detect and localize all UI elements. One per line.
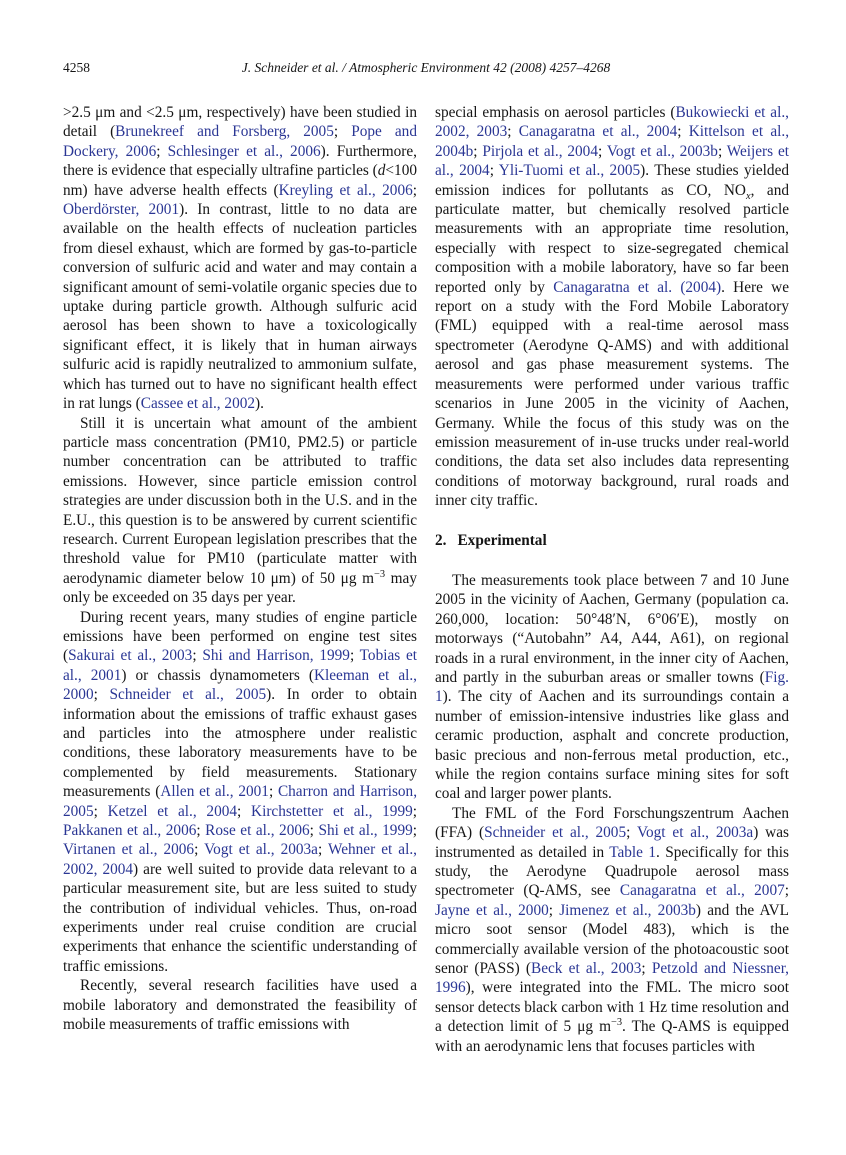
superscript-text: −3 bbox=[610, 1017, 623, 1029]
citation-link[interactable]: Beck et al., 2003 bbox=[531, 960, 642, 978]
body-text: ) are well suited to provide data relevant to a particular measurement site, but are less suited to study the contribution of individual vehicles. Thus, on-road experiments under real cruise condition are crucial experiments that enhance the scientific understanding of traffic emissions. bbox=[63, 860, 417, 975]
body-text: . Specifically for this study, the Aerodyne Quadrupole aerosol mass spectrometer (Q-AMS, see bbox=[435, 843, 789, 900]
body-text: . Here we report on a study with the Ford Mobile Laboratory (FML) equipped with a real-time aerosol mass spectrometer (Aerodyne Q-AMS) and with additional aerosol and gas phase measurement systems. The measurements were performed under various traffic scenarios in June 2005 in the vicinity of Aachen, Germany. While the focus of this study was on the emission measurement of in-use trucks under real-world conditions, the data set also includes data representing conditions of motorway background, rural roads and inner city traffic. bbox=[435, 278, 789, 510]
body-text: ). In order to obtain information about the emissions of traffic exhaust gases and particles into the atmosphere under realistic conditions, these laboratory measurements have to be complemented by field measurements. Stationary measurements ( bbox=[63, 686, 417, 801]
body-text: ; bbox=[548, 901, 560, 919]
body-text: ; bbox=[194, 841, 205, 859]
citation-link[interactable]: Vogt et al., 2003b bbox=[606, 142, 718, 160]
body-text: may only be exceeded on 35 days per year. bbox=[63, 569, 417, 607]
body-text: ; bbox=[333, 123, 352, 141]
paragraph bbox=[63, 414, 417, 608]
paragraph bbox=[435, 804, 789, 1056]
citation-link[interactable]: Kittelson et al., 2004b bbox=[435, 123, 790, 160]
citation-link[interactable]: Brunekreef and Forsberg, 2005 bbox=[115, 123, 334, 141]
citation-link[interactable]: Allen et al., 2001 bbox=[160, 783, 269, 801]
section-title: Experimental bbox=[457, 531, 547, 549]
body-text: Recently, several research facilities have used a mobile laboratory and demonstrated the feasibility of mobile measurements of traffic emissions with bbox=[63, 977, 417, 1034]
body-text: The measurements took place between 7 and 10 June 2005 in the vicinity of Aachen, Germany (population ca. 260,000, location: 50°48′N, 6°06′E), mostly on motorways (“Autobahn” A4, A44, A61), on regional roads in a rural environment, in the inner city of Aachen, and partly in the suburban areas or smaller towns ( bbox=[435, 571, 789, 686]
paragraph bbox=[63, 103, 417, 414]
citation-link[interactable]: Vogt et al., 2003a bbox=[204, 841, 318, 859]
body-text: ; bbox=[156, 142, 168, 160]
page-header bbox=[63, 60, 789, 76]
paragraph bbox=[435, 103, 789, 511]
citation-link[interactable]: Schlesinger et al., 2006 bbox=[167, 142, 321, 160]
citation-link[interactable]: Canagaratna et al., 2004 bbox=[518, 123, 678, 141]
citation-link[interactable]: Sakurai et al., 2003 bbox=[68, 647, 193, 665]
body-text: ; bbox=[626, 824, 637, 842]
paragraph bbox=[435, 571, 789, 804]
citation-link[interactable]: Virtanen et al., 2006 bbox=[63, 841, 195, 859]
body-text: ; bbox=[677, 123, 689, 141]
paragraph bbox=[63, 608, 417, 977]
citation-link[interactable]: Bukowiecki et al., 2002, 2003 bbox=[435, 104, 789, 141]
citation-link[interactable]: Pakkanen et al., 2006 bbox=[63, 822, 197, 840]
body-text: ; bbox=[597, 142, 607, 160]
citation-link[interactable]: Kleeman et al., 2000 bbox=[63, 666, 418, 704]
citation-link[interactable]: Schneider et al., 2005 bbox=[109, 686, 267, 704]
body-text: ; bbox=[717, 142, 727, 160]
citation-link[interactable]: Rose et al., 2006 bbox=[205, 822, 310, 840]
body-text: ). In contrast, little to no data are available on the health effects of nucleation particles from diesel exhaust, which are formed by gas-to-particle conversion of sulfuric acid and water and may contain a significant amount of semi-volatile organic species due to uptake during particle growth. Although sulfuric acid aerosol has been shown to have a toxicologically significant effect, it is likely that in human airways sulfuric acid is rapidly neutralized to ammonium sulfate, which has turned out to have no significant health effect in rat lungs ( bbox=[63, 201, 417, 413]
citation-link[interactable]: Canagaratna et al. (2004) bbox=[553, 278, 722, 296]
left-column bbox=[63, 103, 417, 1056]
citation-link[interactable]: Pope and Dockery, 2006 bbox=[63, 123, 417, 160]
subscript-text: x bbox=[745, 190, 751, 202]
italic-text: d bbox=[377, 162, 386, 180]
citation-link[interactable]: Wehner et al., 2002, 2004 bbox=[63, 841, 417, 878]
body-text: . The Q-AMS is equipped with an aerodynamic lens that focuses particles with bbox=[435, 1018, 790, 1055]
citation-link[interactable]: Cassee et al., 2002 bbox=[140, 395, 256, 413]
body-text: ). bbox=[255, 395, 264, 413]
body-text: ; bbox=[507, 123, 519, 141]
citation-link[interactable]: Shi and Harrison, 1999 bbox=[202, 647, 350, 665]
body-text: ; bbox=[473, 142, 483, 160]
body-text: ; bbox=[237, 802, 252, 820]
body-text: >2.5 μm and <2.5 μm, respectively) have been studied in detail ( bbox=[63, 104, 417, 141]
citation-link[interactable]: Oberdörster, 2001 bbox=[63, 201, 180, 219]
section-number: 2. bbox=[435, 531, 447, 549]
body-text: Still it is uncertain what amount of the ambient particle mass concentration (PM10, PM2.5) or particle number concentration can be attributed to traffic emissions. However, since particle emission control strategies are under discussion both in the U.S. and in the E.U., this question is to be answered by current scientific research. Current European legislation prescribes that the threshold value for PM10 (particulate matter with aerodynamic diameter below 10 μm) of 50 μg m bbox=[63, 414, 417, 587]
body-text: ). These studies yielded emission indices for pollutants as CO, NO bbox=[435, 162, 790, 199]
superscript-text: −3 bbox=[373, 568, 386, 580]
body-text: ; bbox=[412, 822, 417, 840]
citation-link[interactable]: Weijers et al., 2004 bbox=[435, 142, 789, 180]
body-text: special emphasis on aerosol particles ( bbox=[435, 104, 676, 121]
body-text: ; bbox=[93, 802, 108, 820]
body-text: ; bbox=[641, 960, 652, 978]
citation-link[interactable]: Vogt et al., 2003a bbox=[636, 824, 754, 842]
body-text: ; bbox=[349, 647, 360, 665]
citation-link[interactable]: Jimenez et al., 2003b bbox=[559, 901, 696, 919]
body-text: , and particulate matter, but chemically resolved particle measurements with an appropriate time resolution, especially with respect to size-segregated chemical composition with a mobile laboratory, have so far been reported only by bbox=[435, 181, 789, 296]
citation-link[interactable]: Fig. 1 bbox=[435, 668, 789, 706]
body-text: ; bbox=[412, 802, 417, 820]
section-heading bbox=[435, 531, 789, 550]
citation-link[interactable]: Kreyling et al., 2006 bbox=[278, 181, 413, 199]
body-text: ), were integrated into the FML. The micro soot sensor detects black carbon with 1 Hz time resolution and a detection limit of 5 μg m bbox=[435, 979, 789, 1036]
running-head: J. Schneider et al. / Atmospheric Environment 42 (2008) 4257–4268 bbox=[241, 60, 611, 75]
body-text: The FML of the Ford Forschungszentrum Aachen (FFA) ( bbox=[435, 804, 789, 842]
body-text: ; bbox=[93, 686, 110, 704]
body-text: ) and the AVL micro soot sensor (Model 483), which is the commercially available version of the photoacoustic soot senor (PASS) ( bbox=[435, 901, 790, 978]
citation-link[interactable]: Canagaratna et al., 2007 bbox=[619, 882, 785, 900]
body-text: ; bbox=[784, 882, 790, 900]
body-text: ) or chassis dynamometers ( bbox=[121, 666, 314, 684]
citation-link[interactable]: Charron and Harrison, 2005 bbox=[63, 783, 418, 820]
page-number: 4258 bbox=[63, 60, 90, 75]
citation-link[interactable]: Tobias et al., 2001 bbox=[63, 647, 417, 684]
citation-link[interactable]: Table 1 bbox=[609, 843, 656, 861]
body-text: ; bbox=[268, 783, 278, 801]
citation-link[interactable]: Schneider et al., 2005 bbox=[484, 824, 627, 842]
citation-link[interactable]: Jayne et al., 2000 bbox=[435, 901, 549, 919]
paragraph bbox=[63, 976, 417, 1034]
citation-link[interactable]: Shi et al., 1999 bbox=[318, 822, 413, 840]
body-text: ; bbox=[489, 162, 499, 180]
body-text: During recent years, many studies of engine particle emissions have been performed on engine test sites ( bbox=[63, 608, 417, 665]
body-text: ; bbox=[317, 841, 328, 859]
body-text: ; bbox=[192, 647, 203, 665]
citation-link[interactable]: Petzold and Niessner, 1996 bbox=[435, 960, 790, 997]
citation-link[interactable]: Yli-Tuomi et al., 2005 bbox=[498, 162, 641, 180]
body-text: ; bbox=[412, 181, 417, 199]
citation-link[interactable]: Pirjola et al., 2004 bbox=[482, 142, 598, 160]
body-text: ) was instrumented as detailed in bbox=[435, 824, 789, 861]
citation-link[interactable]: Kirchstetter et al., 1999 bbox=[251, 802, 413, 820]
article-body bbox=[63, 103, 789, 1056]
right-column bbox=[435, 103, 789, 1056]
body-text: <100 nm) have adverse health effects ( bbox=[63, 162, 417, 199]
body-text: ; bbox=[309, 822, 319, 840]
body-text: ). Furthermore, there is evidence that especially ultrafine particles ( bbox=[63, 142, 417, 180]
citation-link[interactable]: Ketzel et al., 2004 bbox=[107, 802, 238, 820]
body-text: ). The city of Aachen and its surroundings contain a number of emission-intensive industries like glass and ceramic production, asphalt and concrete production, basic precious and non-ferrous metal production, etc., while the region contains surface mining sites for soft coal and larger power plants. bbox=[435, 688, 789, 803]
body-text: ; bbox=[196, 822, 206, 840]
